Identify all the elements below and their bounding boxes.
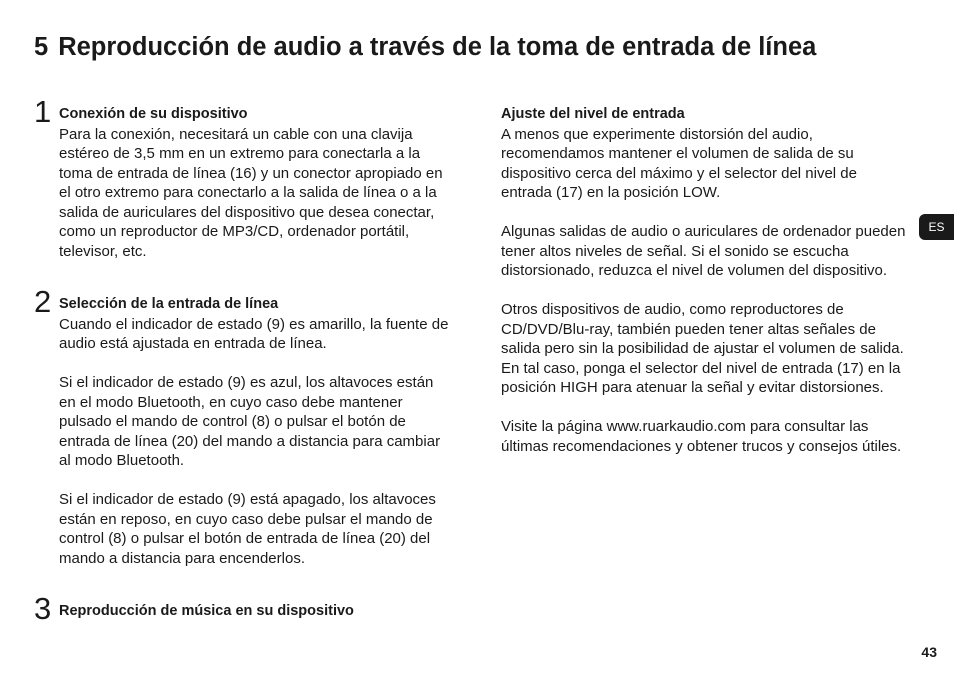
step-2-section	[59, 295, 449, 568]
language-tab: ES	[919, 214, 954, 240]
input-level-paragraph-1: A menos que experimente distorsión del audio, recomendamos mantener el volumen de salida de su dispositivo cerca del máximo y el selector del nivel de entrada (17) en la posición LOW.	[501, 125, 857, 201]
step-2-paragraph-1: Cuando el indicador de estado (9) es amarillo, la fuente de audio está ajustada en entrada de línea.	[59, 315, 449, 352]
step-2-heading: Selección de la entrada de línea	[59, 296, 279, 312]
section-title-text: Reproducción de audio a través de la toma de entrada de línea	[58, 33, 817, 61]
step-1-heading: Conexión de su dispositivo	[59, 106, 248, 122]
input-level-section	[501, 105, 911, 456]
step-2-paragraph-3: Si el indicador de estado (9) está apagado, los altavoces están en reposo, en cuyo caso debe pulsar el mando de control (8) o pulsar el botón de entrada de línea (20) del mando a distancia para encenderlos.	[59, 491, 436, 567]
step-number-2: 2	[34, 284, 52, 319]
step-3-section	[59, 602, 459, 622]
step-1-section	[59, 105, 449, 261]
section-number: 5	[34, 33, 49, 61]
input-level-paragraph-4: Visite la página www.ruarkaudio.com para consultar las últimas recomendaciones y obtener trucos y consejos útiles.	[501, 418, 902, 455]
step-number-1: 1	[34, 94, 52, 129]
input-level-paragraph-2: Algunas salidas de audio o auriculares de ordenador pueden tener altos niveles de señal. Si el sonido se escucha distorsionado, reduzca el nivel de volumen del dispositivo.	[501, 223, 906, 279]
step-3-heading: Reproducción de música en su dispositivo	[59, 603, 354, 619]
step-1-paragraph-1: Para la conexión, necesitará un cable con una clavija estéreo de 3,5 mm en un extremo para conectarla a la toma de entrada de línea (16) y un conector apropiado en el otro extremo para conectarlo a la salida de línea o a la salida de auriculares del dispositivo que desea conectar, como un reproductor de MP3/CD, ordenador portátil, televisor, etc.	[59, 125, 443, 260]
input-level-paragraph-3: Otros dispositivos de audio, como reproductores de CD/DVD/Blu-ray, también pueden tener altas señales de salida pero sin la posibilidad de ajustar el volumen de salida. En tal caso, ponga el selector del nivel de entrada (17) en la posición HIGH para atenuar la señal y evitar distorsiones.	[501, 301, 904, 396]
step-number-3: 3	[34, 591, 52, 626]
input-level-heading: Ajuste del nivel de entrada	[501, 106, 685, 122]
page-number: 43	[921, 644, 937, 660]
page-title	[34, 30, 934, 64]
step-2-paragraph-2: Si el indicador de estado (9) es azul, los altavoces están en el modo Bluetooth, en cuyo caso debe mantener pulsado el mando de control (8) o pulsar el botón de entrada de línea (20) del mando a distancia para cambiar al modo Bluetooth.	[59, 374, 441, 469]
